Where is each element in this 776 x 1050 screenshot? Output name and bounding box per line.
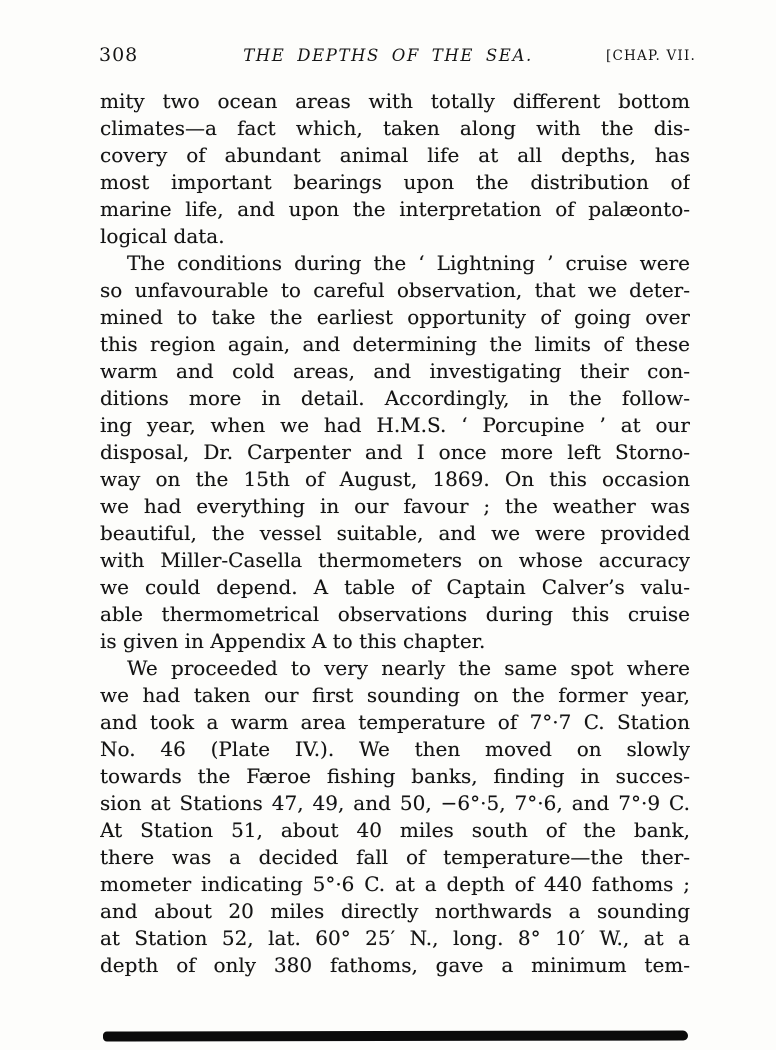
- text-line: we had taken our first sounding on the former year,: [100, 683, 690, 707]
- text-line: and took a warm area temperature of 7°·7 C. Station: [100, 710, 690, 734]
- text-line: towards the Færoe fishing banks, finding in succes-: [100, 764, 690, 788]
- text-line: mity two ocean areas with totally different bottom: [100, 89, 690, 113]
- text-line: and about 20 miles directly northwards a sounding: [100, 899, 690, 923]
- text-line: mined to take the earliest opportunity of going over: [100, 305, 690, 329]
- text-line: able thermometrical observations during this cruise: [100, 602, 690, 626]
- text-line: at Station 52, lat. 60° 25′ N., long. 8° 10′ W., at a: [100, 926, 690, 950]
- text-line: warm and cold areas, and investigating their con-: [100, 359, 690, 383]
- text-line: depth of only 380 fathoms, gave a minimum tem-: [100, 953, 690, 977]
- text-line: with Miller-Casella thermometers on whose accuracy: [100, 548, 690, 572]
- running-title: THE DEPTHS OF THE SEA.: [243, 46, 533, 65]
- text-line: sion at Stations 47, 49, and 50, −6°·5, 7°·6, and 7°·9 C.: [100, 791, 690, 815]
- text-line: way on the 15th of August, 1869. On this occasion: [100, 467, 690, 491]
- text-line: is given in Appendix A to this chapter.: [100, 629, 486, 653]
- text-line: so unfavourable to careful observation, that we deter-: [100, 278, 690, 302]
- text-line: ditions more in detail. Accordingly, in the follow-: [100, 386, 690, 410]
- text-line: beautiful, the vessel suitable, and we were provided: [100, 521, 690, 545]
- body-text: [100, 88, 690, 979]
- text-line: marine life, and upon the interpretation of palæonto-: [100, 197, 690, 221]
- text-line: this region again, and determining the limits of these: [100, 332, 690, 356]
- text-line: No. 46 (Plate IV.). We then moved on slowly: [100, 737, 690, 761]
- page-number: 308: [99, 44, 139, 66]
- scan-artifact-bar: [103, 1030, 688, 1041]
- text-line: there was a decided fall of temperature—the ther-: [100, 845, 690, 869]
- text-line: The conditions during the ‘ Lightning ’ cruise were: [127, 251, 690, 275]
- text-line: disposal, Dr. Carpenter and I once more left Storno-: [100, 440, 690, 464]
- text-line: we had everything in our favour ; the weather was: [100, 494, 690, 518]
- text-line: logical data.: [100, 224, 225, 248]
- text-line: most important bearings upon the distribution of: [100, 170, 690, 194]
- text-line: climates—a fact which, taken along with the dis-: [100, 116, 690, 140]
- running-header: [0, 0, 776, 80]
- text-line: We proceeded to very nearly the same spot where: [127, 656, 690, 680]
- text-line: covery of abundant animal life at all depths, has: [100, 143, 690, 167]
- text-line: ing year, when we had H.M.S. ‘ Porcupine ’ at our: [100, 413, 690, 437]
- text-line: mometer indicating 5°·6 C. at a depth of 440 fathoms ;: [100, 872, 690, 896]
- chapter-reference: [CHAP. VII.: [606, 48, 696, 64]
- text-line: At Station 51, about 40 miles south of the bank,: [100, 818, 690, 842]
- text-line: we could depend. A table of Captain Calver’s valu-: [100, 575, 690, 599]
